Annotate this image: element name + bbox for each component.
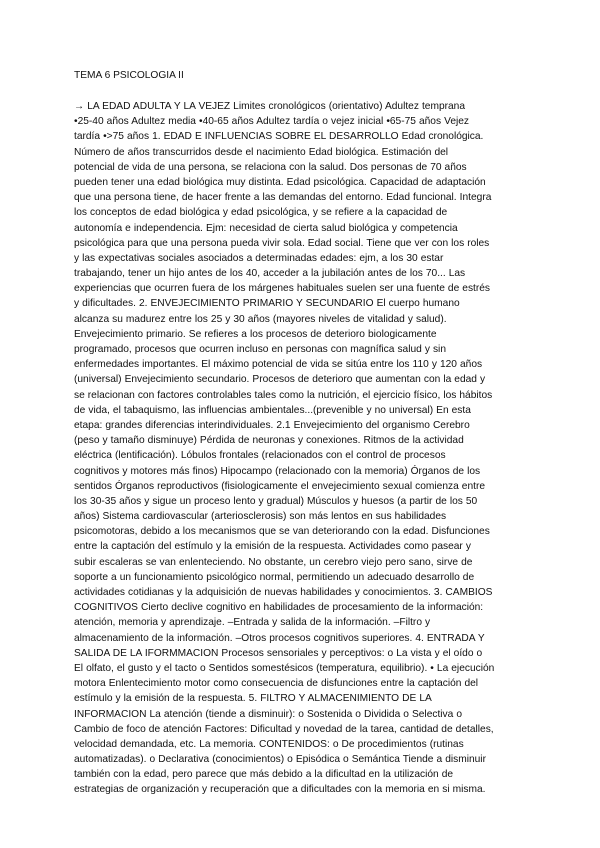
body-text-line: almacenamiento de la información. –Otros procesos cognitivos superiores. 4. ENTRADA Y xyxy=(74,632,485,644)
body-text-line: entre la captación del estímulo y la emisión de la respuesta. Actividades como pasear y xyxy=(74,541,471,553)
body-text-line: pueden tener una edad biológica muy distinta. Edad psicológica. Capacidad de adaptación xyxy=(74,176,486,188)
body-text-line: años) Sistema cardiovascular (arteriosclerosis) son más lentos en sus habilidades xyxy=(74,511,447,523)
document-body xyxy=(74,99,526,798)
body-text-line: psicomotoras, debido a los mecanismos que se van deteriorando con la edad. Disfunciones xyxy=(74,526,490,538)
body-text-line: enfermedades importantes. El máximo potencial de vida se sitúa entre los 110 y 120 años xyxy=(74,359,483,371)
body-text-line: atención, memoria y aprendizaje. –Entrada y salida de la información. –Filtro y xyxy=(74,617,431,629)
body-text-line: los conceptos de edad biológica y edad psicológica, y se refiere a la capacidad de xyxy=(74,207,448,219)
body-text-line: SALIDA DE LA IFORMMACION Procesos sensoriales y perceptivos: o La vista y el oído o xyxy=(74,647,483,659)
body-text-line: autonomía e independencia. Ejm: necesidad de cierta salud biológica y competencia xyxy=(74,222,458,234)
body-text-line: → LA EDAD ADULTA Y LA VEJEZ Limites cronológicos (orientativo) Adultez temprana xyxy=(74,101,466,112)
body-text-line: COGNITIVOS Cierto declive cognitivo en habilidades de procesamiento de la información: xyxy=(74,602,484,614)
document-title: TEMA 6 PSICOLOGIA II xyxy=(74,70,184,81)
body-text-line: actividades cotidianas y la adquisición de nuevas habilidades y conocimientos. 3. CAMBIOS xyxy=(74,587,493,598)
body-text-line: automatizadas). o Declarativa (conocimientos) o Episódica o Semántica Tiende a disminuir xyxy=(74,754,486,766)
body-text-line: estrategias de organización y recuperación que a dificultades con la memoria en si misma. xyxy=(74,784,486,796)
body-text-line: INFORMACION La atención (tiende a disminuir): o Sostenida o Dividida o Selectiva o xyxy=(74,708,463,720)
body-text-line: Envejecimiento primario. Se refieres a los procesos de deterioro biologicamente xyxy=(74,328,437,340)
body-text-line: (universal) Envejecimiento secundario. Procesos de deterioro que aumentan con la edad y xyxy=(74,374,486,386)
body-text-line: también con la edad, pero parece que más debido a la dificultad en la utilización de xyxy=(74,769,454,781)
body-text-line: alcanza su madurez entre los 25 y 30 años (mayores niveles de vitalidad y salud). xyxy=(74,313,447,325)
body-text-line: los 30-35 años y sigue un proceso lento y gradual) Músculos y huesos (a partir de los 50 xyxy=(74,495,478,507)
body-text-line: soporte a un funcionamiento psicológico normal, permitiendo un adecuado desarrollo de xyxy=(74,571,475,583)
body-text-line: potencial de vida de una persona, se relaciona con la salud. Dos personas de 70 años xyxy=(74,161,467,173)
body-text-line: se relacionan con factores controlables tales como la nutrición, el ejercicio físico, los hábitos xyxy=(74,389,493,401)
body-text-line: Cambio de foco de atención Factores: Dificultad y novedad de la tarea, cantidad de detalles, xyxy=(74,723,494,735)
body-text-line: velocidad demandada, etc. La memoria. CONTENIDOS: o De procedimientos (rutinas xyxy=(74,738,464,750)
body-text-line: sentidos Órganos reproductivos (fisiologicamente el envejecimiento sexual comienza entre xyxy=(74,480,486,492)
body-text-line: trabajando, tener un hijo antes de los 40, acceder a la jubilación antes de los 70... Las xyxy=(74,268,466,280)
body-text-line: subir escaleras se van enlenteciendo. No obstante, un cerebro viejo pero sano, sirve de xyxy=(74,556,473,568)
body-text-line: (peso y tamaño disminuye) Pérdida de neuronas y conexiones. Ritmos de la actividad xyxy=(74,435,464,447)
body-text-line: tardía •>75 años 1. EDAD E INFLUENCIAS SOBRE EL DESARROLLO Edad cronológica. xyxy=(74,131,484,143)
body-text-line: experiencias que ocurren fuera de los márgenes habituales suelen ser una fuente de estrés xyxy=(74,283,491,295)
body-text-line: Número de años transcurridos desde el nacimiento Edad biológica. Estimación del xyxy=(74,146,449,158)
body-text-line: de vida, el tabaquismo, las influencias ambientales...(prevenible y no universal) En esta xyxy=(74,404,471,416)
body-text-line: programado, procesos que ocurren incluso en personas con magnífica salud y sin xyxy=(74,344,446,355)
body-text-line: estímulo y la emisión de la respuesta. 5. FILTRO Y ALMACENIMIENTO DE LA xyxy=(74,693,432,705)
body-text-line: motora Enlentecimiento motor como consecuencia de disfunciones entre la captación del xyxy=(74,678,479,690)
body-text-line: •25-40 años Adultez media •40-65 años Adultez tardía o vejez inicial •65-75 años Vejez xyxy=(74,116,470,128)
body-text-line: psicológica para que una persona pueda vivir sola. Edad social. Tiene que ver con los roles xyxy=(74,237,490,249)
body-text-line: El olfato, el gusto y el tacto o Sentidos somestésicos (temperatura, equilibrio). • La ejecución xyxy=(74,662,495,674)
body-text-line: eléctrica (lentificación). Lóbulos frontales (relacionados con el control de procesos xyxy=(74,450,446,462)
body-text-line: etapa: grandes diferencias interindividuales. 2.1 Envejecimiento del organismo Cerebro xyxy=(74,419,470,431)
body-text-line: y dificultades. 2. ENVEJECIMIENTO PRIMARIO Y SECUNDARIO El cuerpo humano xyxy=(74,298,460,310)
body-text-line: cognitivos y motores más finos) Hipocampo (relacionado con la memoria) Órganos de los xyxy=(74,465,481,477)
body-text-line: y las expectativas sociales asociados a determinadas edades: ejm, a los 30 estar xyxy=(74,252,444,264)
body-text-line: que una persona tiene, de hacer frente a las demandas del entorno. Edad funcional. Integra xyxy=(74,192,492,204)
